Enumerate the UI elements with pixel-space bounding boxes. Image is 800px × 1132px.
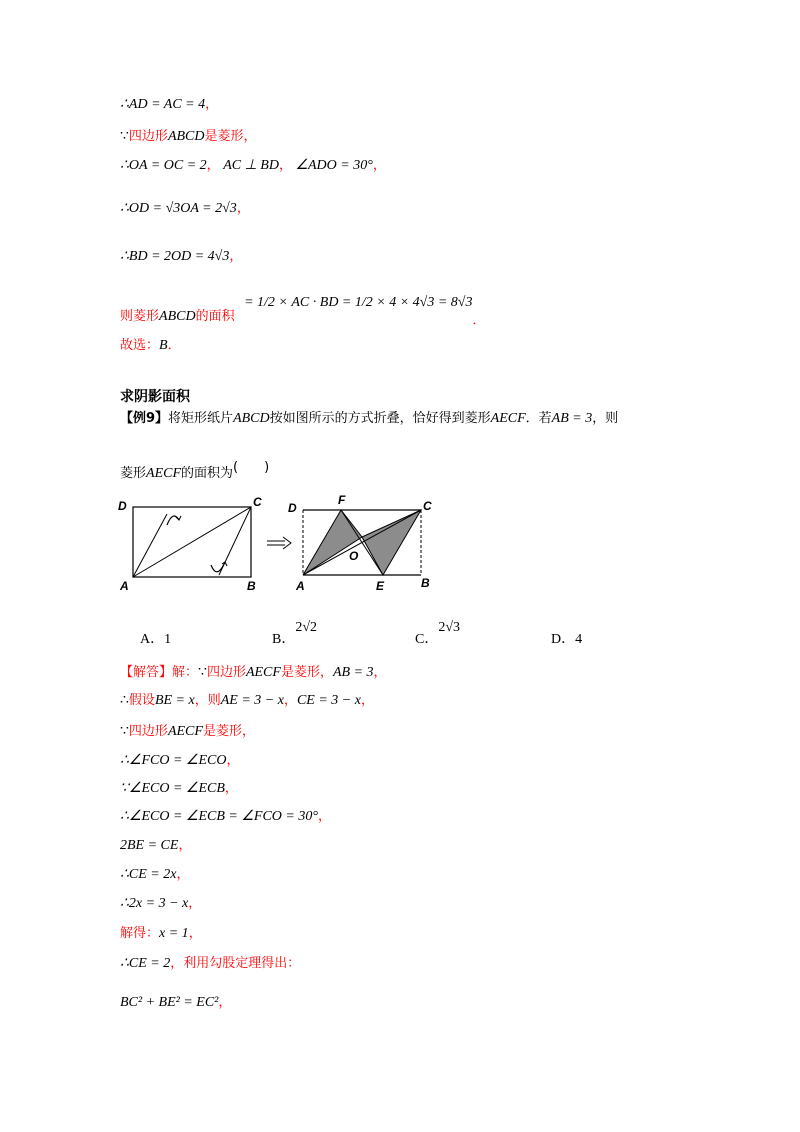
left-label-b: B (247, 579, 256, 593)
sol-line-11: ∴CE = 2，利用勾股定理得出： (120, 956, 301, 971)
math-abcd: ABCD (167, 129, 205, 144)
math-od: ∴OD = √3OA = 2√3 (120, 201, 237, 216)
example-aecf: AECF (490, 411, 526, 426)
example-text3: ．若 (525, 411, 552, 426)
shaded-triangle-left (303, 510, 362, 575)
option-d[interactable]: D．4 (551, 632, 583, 647)
right-label-o: O (349, 549, 359, 563)
sol-line-1: 【解答】解：∵四边形AECF是菱形，AB = 3， (120, 665, 387, 680)
sol-line-8: ∴CE = 2x， (120, 867, 190, 882)
right-label-c: C (423, 499, 432, 513)
line-choose: 故选：B． (120, 338, 181, 353)
line-area: 则菱形ABCD的面积 = 1/2 × AC · BD = 1/2 × 4 × 4√3 = 8√3． (120, 295, 486, 328)
example-paren: ( ) (233, 460, 270, 475)
sol-line-4: ∴∠FCO = ∠ECO， (120, 753, 240, 768)
section-title: 求阴影面积 (120, 389, 190, 405)
line-rhombus-abcd: ∵四边形ABCD是菱形， (120, 129, 257, 144)
text-is-rhombus: 是菱形 (204, 129, 244, 144)
math-area-formula: = 1/2 × AC · BD = 1/2 × 4 × 4√3 = 8√3 (244, 295, 473, 310)
math-abcd-2: ABCD (159, 309, 196, 324)
example-9-line2 (120, 460, 270, 483)
math-bd: ∴BD = 2OD = 4√3 (120, 249, 230, 264)
text-area-of: 的面积 (195, 309, 235, 324)
math-ad-ac: ∴AD = AC = 4 (120, 97, 206, 112)
example-line2-a: 菱形 (120, 466, 147, 481)
line-bd: ∴BD = 2OD = 4√3， (120, 249, 243, 264)
right-label-a: A (296, 579, 305, 593)
sol-line-5: ∵∠ECO = ∠ECB， (120, 781, 238, 796)
option-c[interactable]: C．2√3 (415, 620, 461, 647)
example-9-line1 (120, 410, 618, 428)
sol-line-10: 解得：x = 1， (120, 926, 202, 941)
line-od: ∴OD = √3OA = 2√3， (120, 201, 250, 216)
transform-arrow (267, 537, 291, 549)
right-label-d: D (288, 501, 297, 515)
left-label-d: D (118, 499, 127, 513)
math-angle-ado: ∠ADO = 30° (295, 158, 373, 173)
example-text4: ，则 (592, 411, 619, 426)
line-oa-oc: ∴OA = OC = 2， AC ⊥ BD， ∠ADO = 30°， (120, 158, 386, 173)
right-label-f: F (338, 493, 346, 507)
example-text1: 将矩形纸片 (168, 411, 234, 426)
sol-line-12: BC² + BE² = EC²， (120, 995, 232, 1010)
sol-line-3: ∵四边形AECF是菱形， (120, 724, 255, 739)
math-answer-b: B (159, 338, 168, 353)
example-label: 【例9】 (120, 411, 169, 426)
example-aecf-2: AECF (146, 466, 182, 481)
sol-line-7: 2BE = CE， (120, 838, 192, 853)
math-ac-perp-bd: AC ⊥ BD (223, 158, 279, 173)
example-abcd: ABCD (233, 411, 270, 426)
sol-line-6: ∴∠ECO = ∠ECB = ∠FCO = 30°， (120, 809, 331, 824)
option-a[interactable]: A．1 (140, 632, 172, 647)
fold-figure (115, 490, 455, 600)
shaded-triangle-right (362, 510, 421, 575)
text-therefore-choose: 故选： (120, 338, 160, 353)
example-line2-b: 的面积为 (181, 466, 234, 481)
sol-line-2: ∴假设BE = x，则AE = 3 − x，CE = 3 − x， (120, 693, 374, 708)
math-oa-oc: ∴OA = OC = 2 (120, 158, 207, 173)
sol-answer-label: 【解答】解： (120, 665, 199, 680)
option-b[interactable]: B．2√2 (272, 620, 318, 647)
right-label-b: B (421, 576, 430, 590)
sol-line-9: ∴2x = 3 − x， (120, 896, 202, 911)
example-text2: 按如图所示的方式折叠，恰好得到菱形 (269, 411, 491, 426)
example-ab-3: AB = 3 (551, 411, 593, 426)
left-label-a: A (120, 579, 129, 593)
line-ad-ac: ∴AD = AC = 4， (120, 97, 219, 112)
text-quad: 四边形 (128, 129, 168, 144)
right-label-e: E (376, 579, 385, 593)
left-label-c: C (253, 495, 262, 509)
text-then-rhombus: 则菱形 (120, 309, 160, 324)
fold-arrow-top (167, 516, 179, 525)
